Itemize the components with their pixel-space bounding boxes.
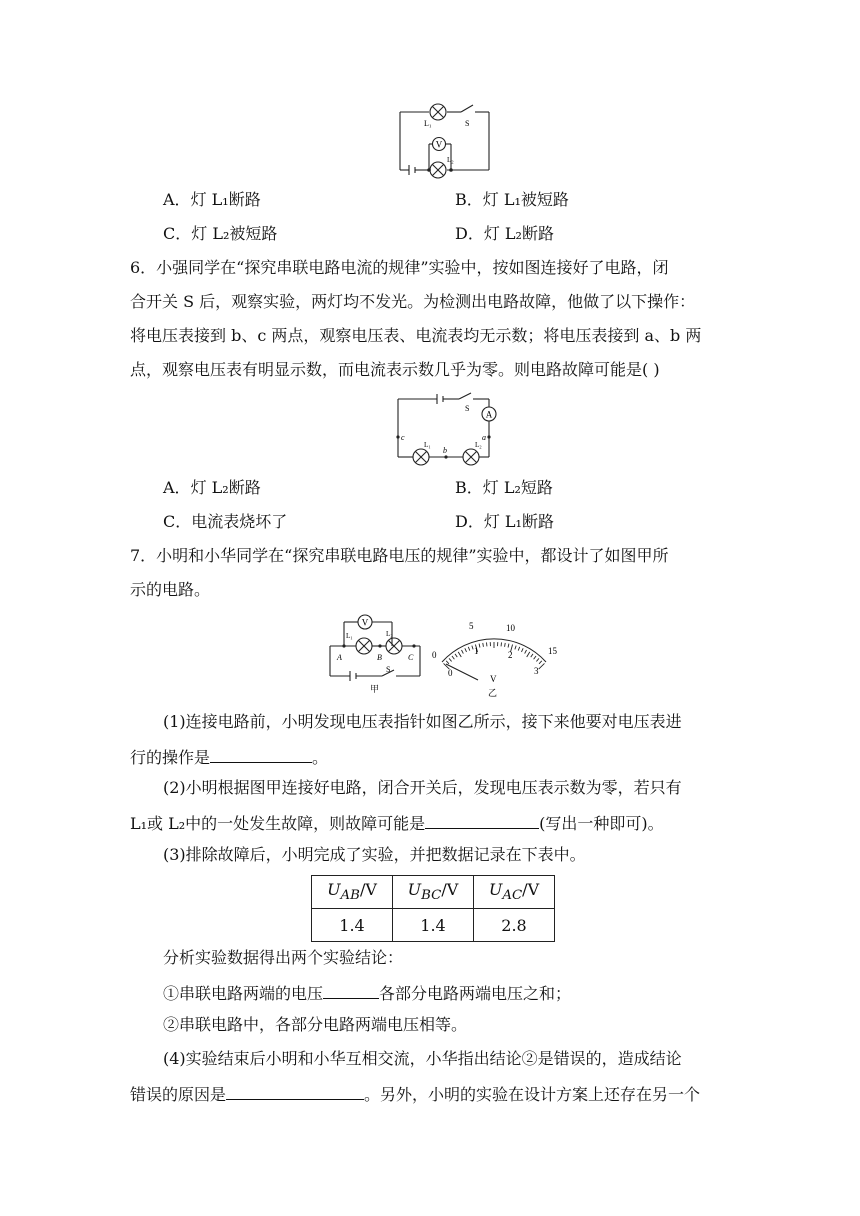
part1-answer-blank[interactable]	[210, 744, 312, 763]
q5-option-c[interactable]	[163, 222, 277, 246]
q7-part2-line-1: (2)小明根据图甲连接好电路，闭合开关后，发现电压表示数为零，若只有	[163, 778, 682, 797]
dial-tick-mark	[527, 652, 530, 657]
q6-ammeter-label: A	[485, 409, 493, 420]
dial-tick-mark	[446, 661, 449, 664]
option-key: D．	[455, 512, 484, 531]
dial-tick-mark	[539, 661, 542, 664]
part4-answer-blank[interactable]	[226, 1081, 364, 1100]
option-key: D．	[455, 224, 484, 243]
q5-option-b[interactable]	[455, 188, 569, 212]
q7-voltmeter-label: V	[361, 617, 369, 628]
option-key: C．	[163, 512, 192, 531]
q7-point-c: C	[408, 653, 414, 662]
dial-top-tick-5: 5	[469, 621, 474, 631]
q7-point-a: A	[337, 653, 342, 662]
table-cell-uac: 2.8	[474, 909, 555, 942]
q6-stem-line-2: 合开关 S 后，观察实验，两灯均不发光。为检测出电路故障，他做了以下操作：	[130, 292, 696, 311]
q6-point-c: c	[401, 433, 405, 442]
conclusion-1-blank[interactable]	[323, 980, 379, 999]
option-text: 灯 L₂短路	[482, 478, 553, 497]
dial-top-tick-0: 0	[432, 650, 437, 660]
dial-tick-mark	[455, 654, 457, 657]
option-key: C．	[163, 224, 192, 243]
dial-tick-mark	[536, 658, 539, 661]
q6-option-b[interactable]	[455, 476, 553, 500]
table-header-row	[312, 876, 555, 909]
dial-bottom-tick-2: 2	[508, 650, 513, 660]
q6-point-a: a	[482, 433, 486, 442]
q7-data-table	[311, 875, 555, 942]
part4-text-b: 。另外，小明的实验在设计方案上还存在另一个	[364, 1085, 701, 1104]
q7-stem-line-1: 7．小明和小华同学在“探究串联电路电压的规律”实验中，都设计了如图甲所	[130, 546, 669, 565]
part1-text: 行的操作是	[130, 748, 211, 767]
table-row	[312, 909, 555, 942]
option-text: 电流表烧坏了	[191, 512, 288, 531]
part2-end: (写出一种即可)。	[539, 814, 664, 833]
q7-l2-label: L₂	[386, 630, 393, 638]
table-cell-uab: 1.4	[312, 909, 393, 942]
part2-answer-blank[interactable]	[425, 810, 539, 829]
table-cell-ubc: 1.4	[393, 909, 474, 942]
q6-l1-label: L₁	[424, 441, 431, 449]
q7-analysis-line: 分析实验数据得出两个实验结论：	[163, 948, 404, 967]
q7-part1-line-2	[130, 744, 328, 770]
q7-part4-line-2	[130, 1081, 700, 1107]
q5-switch-label: S	[465, 119, 470, 128]
table-header-uab: $U_{AB}/V$	[312, 876, 393, 909]
dial-top-tick-15: 15	[548, 646, 557, 656]
q7-stem-line-2: 示的电路。	[130, 580, 211, 599]
q7-conclusion-2: ②串联电路中，各部分电路两端电压相等。	[163, 1015, 468, 1034]
q7-figure-jia-caption: 甲	[370, 684, 380, 694]
option-text: 灯 L₁被短路	[482, 190, 569, 209]
q7-part1-line-1: (1)连接电路前，小明发现电压表指针如图乙所示，接下来他要对电压表进	[163, 712, 682, 731]
dial-bottom-tick-3: 3	[534, 666, 539, 676]
q6-switch-label: S	[465, 404, 470, 413]
q6-stem-line-1: 6．小强同学在“探究串联电路电流的规律”实验中，按如图连接好了电路，闭	[130, 258, 669, 277]
option-key: B．	[455, 478, 483, 497]
q6-point-b: b	[443, 446, 447, 455]
dial-tick-mark	[508, 644, 509, 648]
dial-tick-mark	[521, 648, 523, 652]
q7-part4-line-1: (4)实验结束后小明和小华互相交流，小华指出结论②是错误的，造成结论	[163, 1049, 682, 1068]
q7-point-b: B	[377, 653, 382, 662]
dial-tick-mark	[452, 656, 454, 659]
conclusion-1-text-a: ①串联电路两端的电压	[163, 984, 324, 1003]
q5-voltmeter-label: V	[435, 139, 443, 150]
dial-tick-mark	[468, 647, 469, 651]
q5-option-a[interactable]	[163, 188, 261, 212]
q7-figure-yi-voltmeter-dial	[428, 612, 568, 698]
table-header-uac: $U_{AC}/V$	[474, 876, 555, 909]
option-text: 灯 L₂断路	[483, 224, 554, 243]
q6-option-c[interactable]	[163, 510, 287, 534]
dial-tick-mark	[449, 658, 452, 661]
part4-text-a: 错误的原因是	[130, 1085, 227, 1104]
dial-top-tick-10: 10	[506, 623, 515, 633]
table-header-ubc: $U_{BC}/V$	[393, 876, 474, 909]
dial-tick-mark	[461, 650, 463, 654]
dial-tick-mark	[534, 656, 536, 659]
option-text: 灯 L₁断路	[483, 512, 554, 531]
part2-text: L₁或 L₂中的一处发生故障，则故障可能是	[130, 814, 426, 833]
dial-bottom-tick-1: 1	[474, 646, 479, 656]
q7-part3-line: (3)排除故障后，小明完成了实验，并把数据记录在下表中。	[163, 845, 586, 864]
dial-tick-mark	[479, 644, 480, 648]
q5-l2-label: L₂	[447, 156, 454, 164]
dial-tick-mark	[531, 654, 533, 657]
q7-figure-yi-caption: 乙	[488, 688, 498, 698]
dial-tick-mark	[458, 652, 461, 657]
option-key: A．	[163, 190, 191, 209]
dial-tick-mark	[483, 643, 484, 647]
q6-option-a[interactable]	[163, 476, 261, 500]
q5-option-d[interactable]	[455, 222, 554, 246]
option-text: 灯 L₁断路	[190, 190, 261, 209]
q7-conclusion-1	[163, 980, 571, 1006]
dial-tick-mark	[505, 643, 506, 647]
dial-bottom-tick-0: 0	[448, 668, 453, 678]
dial-unit-v: V	[490, 674, 497, 684]
option-key: A．	[163, 478, 191, 497]
q6-circuit-figure	[393, 391, 505, 471]
dial-tick-mark	[518, 647, 519, 651]
part1-end: 。	[312, 748, 329, 767]
q7-figure-jia	[320, 608, 432, 694]
q6-l2-label: L₂	[475, 441, 482, 449]
q5-circuit-figure	[395, 98, 495, 184]
option-text: 灯 L₂被短路	[191, 224, 278, 243]
option-text: 灯 L₂断路	[190, 478, 261, 497]
q6-stem-line-4: 点，观察电压表有明显示数，而电流表示数几乎为零。则电路故障可能是( )	[130, 360, 660, 379]
q6-option-d[interactable]	[455, 510, 554, 534]
q7-l1-label: L₁	[346, 632, 353, 640]
dial-tick-mark	[472, 646, 473, 650]
q5-l1-label: L₁	[424, 119, 432, 128]
dial-tick-mark	[525, 650, 527, 654]
dial-tick-mark	[515, 646, 516, 650]
conclusion-1-text-b: 各部分电路两端电压之和；	[379, 984, 572, 1003]
option-key: B．	[455, 190, 483, 209]
q7-switch-label: S	[386, 665, 391, 674]
dial-tick-mark	[465, 648, 467, 652]
dial-tick-mark	[539, 663, 545, 669]
q6-stem-line-3: 将电压表接到 b、c 两点，观察电压表、电流表均无示数；将电压表接到 a、b 两	[130, 326, 702, 345]
q7-part2-line-2	[130, 810, 664, 836]
